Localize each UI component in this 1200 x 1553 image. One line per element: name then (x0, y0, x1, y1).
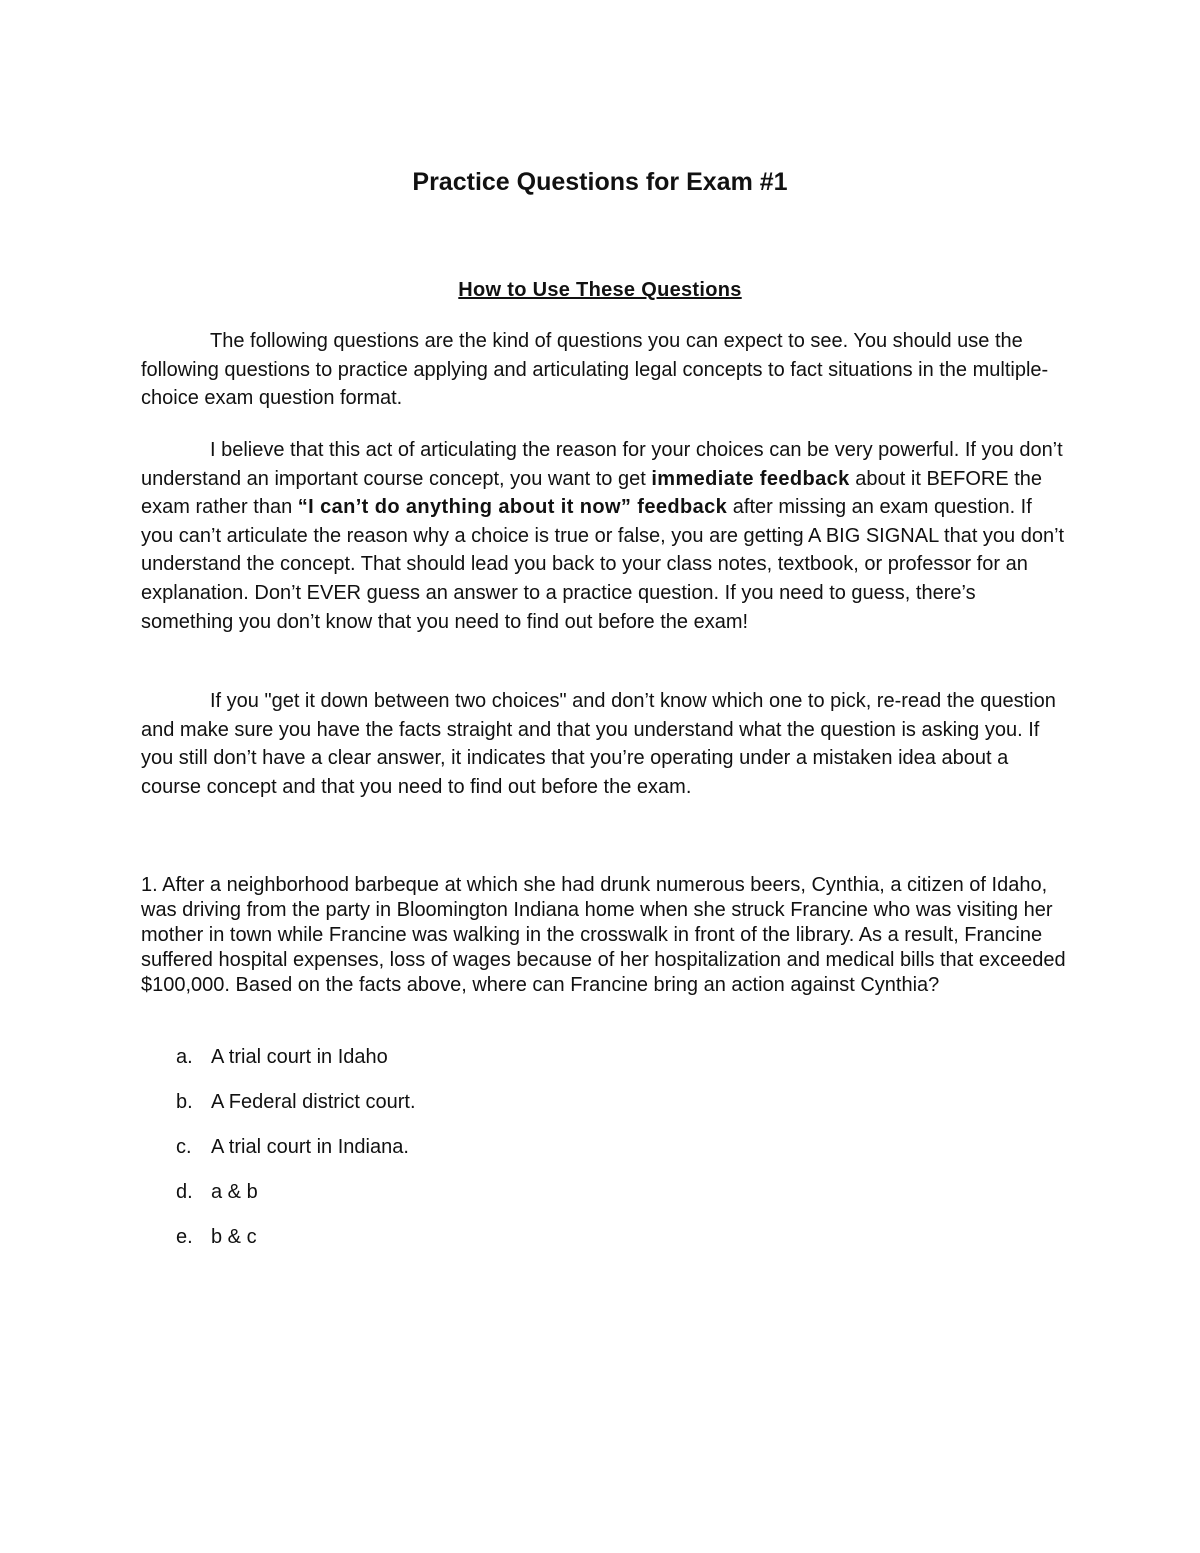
two-choices-paragraph: If you "get it down between two choices" and don’t know which one to pick, re-read the question and make sure you have the facts straight and that you understand what the question is asking you. If you still don’t have a clear answer, it indicates that you’re operating under a mistaken idea about a course concept and that you need to find out before the exam. (141, 690, 1056, 798)
question-1-text: 1. After a neighborhood barbeque at which she had drunk numerous beers, Cynthia, a citizen of Idaho, was driving from the party in Bloomington Indiana home when she struck Francine who was visiting her mother in town while Francine was walking in the crosswalk in front of the library. As a result, Francine suffered hospital expenses, loss of wages because of her hospitalization and medical bills that exceeded $100,000. Based on the facts above, where can Francine bring an action against Cynthia? (141, 874, 1066, 996)
choice-letter: d. (176, 1181, 193, 1203)
choice-letter: a. (176, 1046, 193, 1068)
choice-text: A trial court in Indiana. (211, 1136, 409, 1158)
choice-item (141, 1223, 416, 1268)
feedback-bold-cant-do: “I can’t do anything about it now” feedback (297, 496, 728, 519)
choice-text: b & c (211, 1226, 257, 1248)
choice-item (141, 1088, 416, 1133)
feedback-paragraph-part-2: about it BEFORE the exam rather than (141, 467, 1043, 519)
choice-item (141, 1043, 416, 1088)
choice-letter: b. (176, 1091, 193, 1113)
feedback-paragraph-part-3: after missing an exam question. If you can’t articulate the reason why a choice is true or false, you are getting A BIG SIGNAL that you don’t understand the concept. That should lead you back to your class notes, textbook, or professor for an explanation. Don’t EVER guess an answer to a practice question. If you need to guess, there’s something you don’t know that you need to find out before the exam! (141, 496, 1065, 633)
feedback-paragraph-part-1: I believe that this act of articulating the reason for your choices can be very powerful. If you don’t understand an important course concept, you want to get (141, 439, 1063, 490)
choice-item (141, 1133, 416, 1178)
choice-text: A Federal district court. (211, 1091, 416, 1113)
choice-letter: c. (176, 1136, 192, 1158)
choice-text: A trial court in Idaho (211, 1046, 388, 1068)
question-1-choices (141, 1043, 416, 1268)
choice-text: a & b (211, 1181, 258, 1203)
choice-item (141, 1178, 416, 1223)
section-heading: How to Use These Questions (458, 279, 742, 301)
page-title-text: Practice Questions for Exam #1 (412, 168, 788, 196)
choice-letter: e. (176, 1226, 193, 1248)
page-title (0, 165, 1200, 199)
intro-paragraph: The following questions are the kind of questions you can expect to see. You should use the following questions to practice applying and articulating legal concepts to fact situations in the multiple-choice exam question format. (141, 330, 1049, 410)
feedback-paragraph (141, 436, 1066, 636)
feedback-bold-immediate: immediate feedback (651, 467, 850, 490)
